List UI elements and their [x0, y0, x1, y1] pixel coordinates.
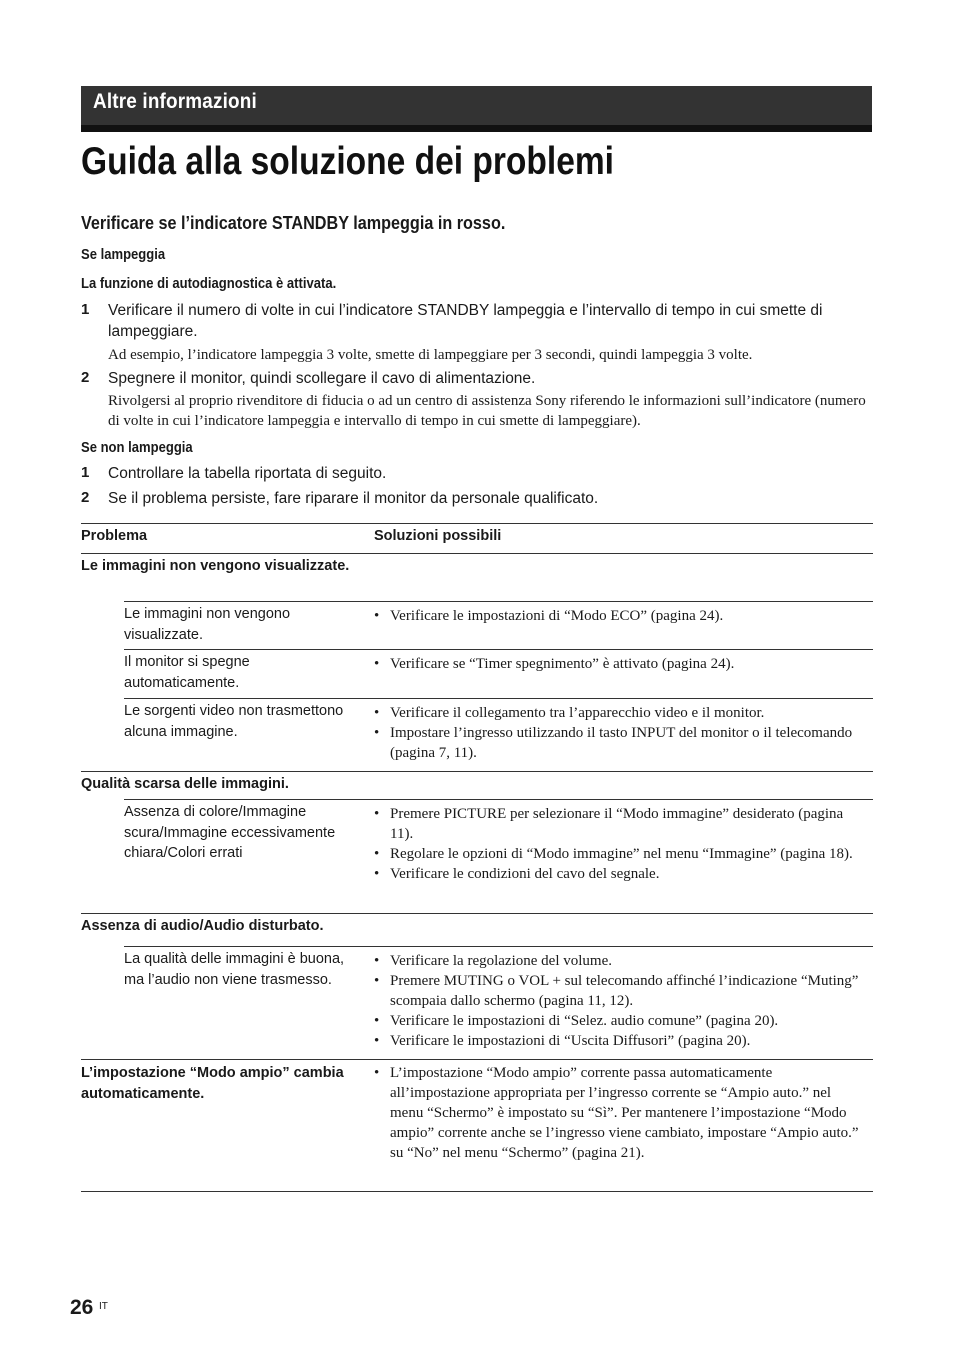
category-poor-picture: Qualità scarsa delle immagini.: [81, 776, 289, 792]
solution-item: • Verificare le impostazioni di “Modo ECO” (pagina 24).: [374, 606, 864, 626]
if-not-blinks-label: Se non lampeggia: [81, 440, 193, 456]
step-text: Controllare la tabella riportata di seguito.: [108, 465, 387, 482]
row-divider: [81, 913, 873, 914]
table-top-rule: [81, 523, 873, 524]
solution-item: • L’impostazione “Modo ampio” corrente passa automaticamente all’impostazione appropriata per l’ingresso corrente se “Ampio auto.” nel menu “Schermo” è impostato su “Sì”. Per mantenere l’impostazione “Modo ampio” corrente anche se l’ingresso viene cambiato, impostare “Ampio auto.” su “No” nel menu “Schermo” (pagina 21).: [374, 1063, 864, 1163]
step-number: 2: [81, 489, 90, 506]
step-number: 1: [81, 464, 90, 481]
solution-item: • Verificare le condizioni del cavo del segnale.: [374, 864, 864, 884]
solution-item: • Premere PICTURE per selezionare il “Modo immagine” desiderato (pagina 11).: [374, 804, 864, 844]
table-row-problem: La qualità delle immagini è buona, ma l’audio non viene trasmesso.: [124, 951, 345, 988]
solution-item: • Verificare la regolazione del volume.: [374, 951, 864, 971]
table-row-solutions: [374, 606, 864, 626]
row-divider: [124, 946, 873, 947]
step-number: 2: [81, 369, 90, 386]
table-bottom-rule: [81, 1191, 873, 1192]
solution-item: • Impostare l’ingresso utilizzando il tasto INPUT del monitor o il telecomando (pagina 7, 11).: [374, 723, 864, 763]
table-row-problem: Il monitor si spegne automaticamente.: [124, 654, 250, 691]
column-header-problem: Problema: [81, 528, 148, 544]
page-language-code: IT: [99, 1301, 108, 1312]
solution-item: • Verificare le impostazioni di “Selez. audio comune” (pagina 20).: [374, 1011, 864, 1031]
category-no-picture: Le immagini non vengono visualizzate.: [81, 558, 350, 574]
category-no-audio: Assenza di audio/Audio disturbato.: [81, 918, 324, 934]
page-title: Guida alla soluzione dei problemi: [81, 140, 615, 183]
table-row-solutions: [374, 804, 864, 884]
solution-item: • Verificare se “Timer spegnimento” è attivato (pagina 24).: [374, 654, 864, 674]
column-header-solutions: Soluzioni possibili: [374, 528, 502, 544]
section-title: Altre informazioni: [93, 90, 257, 113]
table-row-problem: Le sorgenti video non trasmettono alcuna immagine.: [124, 703, 344, 740]
header-rule: [81, 553, 873, 554]
step-note: Ad esempio, l’indicatore lampeggia 3 volte, smette di lampeggiare per 3 secondi, quindi lampeggia 3 volte.: [108, 347, 753, 363]
standby-subheading: Verificare se l’indicatore STANDBY lampeggia in rosso.: [81, 213, 506, 233]
step-number: 1: [81, 301, 90, 318]
solution-item: • Verificare le impostazioni di “Uscita Diffusori” (pagina 20).: [374, 1031, 864, 1051]
table-row-solutions: [374, 951, 864, 1051]
table-row-problem: Le immagini non vengono visualizzate.: [124, 606, 291, 643]
step-note: Rivolgersi al proprio rivenditore di fiducia o ad un centro di assistenza Sony riferendo le informazioni sull’indicatore (numero di volte in cui l’indicatore lampeggia e intervallo di tempo in cui smette di lampeggiare).: [108, 393, 866, 429]
row-divider: [81, 1059, 873, 1060]
solution-item: • Verificare il collegamento tra l’apparecchio video e il monitor.: [374, 703, 864, 723]
row-divider: [124, 799, 873, 800]
section-header-bar: [81, 86, 872, 132]
row-divider: [124, 601, 873, 602]
step-text: Verificare il numero di volte in cui l’indicatore STANDBY lampeggia e l’intervallo di tempo in cui smette di lampeggiare.: [108, 302, 823, 340]
row-divider: [124, 698, 873, 699]
row-divider: [81, 771, 873, 772]
table-row-problem: Assenza di colore/Immagine scura/Immagine eccessivamente chiara/Colori errati: [124, 804, 336, 861]
category-wide-mode: L’impostazione “Modo ampio” cambia automaticamente.: [81, 1065, 344, 1102]
step-text: Se il problema persiste, fare riparare il monitor da personale qualificato.: [108, 490, 599, 507]
self-diagnosis-label: La funzione di autodiagnostica è attivata.: [81, 276, 337, 292]
page-number: 26: [70, 1296, 94, 1319]
step-text: Spegnere il monitor, quindi scollegare il cavo di alimentazione.: [108, 370, 536, 387]
solution-item: • Premere MUTING o VOL + sul telecomando affinché l’indicazione “Muting” scompaia dallo schermo (pagina 11, 12).: [374, 971, 864, 1011]
if-blinks-label: Se lampeggia: [81, 247, 166, 263]
table-row-solutions: [374, 654, 864, 674]
solution-item: • Regolare le opzioni di “Modo immagine” nel menu “Immagine” (pagina 18).: [374, 844, 864, 864]
table-row-solutions: [374, 703, 864, 763]
table-row-solutions: [374, 1063, 864, 1163]
row-divider: [124, 649, 873, 650]
